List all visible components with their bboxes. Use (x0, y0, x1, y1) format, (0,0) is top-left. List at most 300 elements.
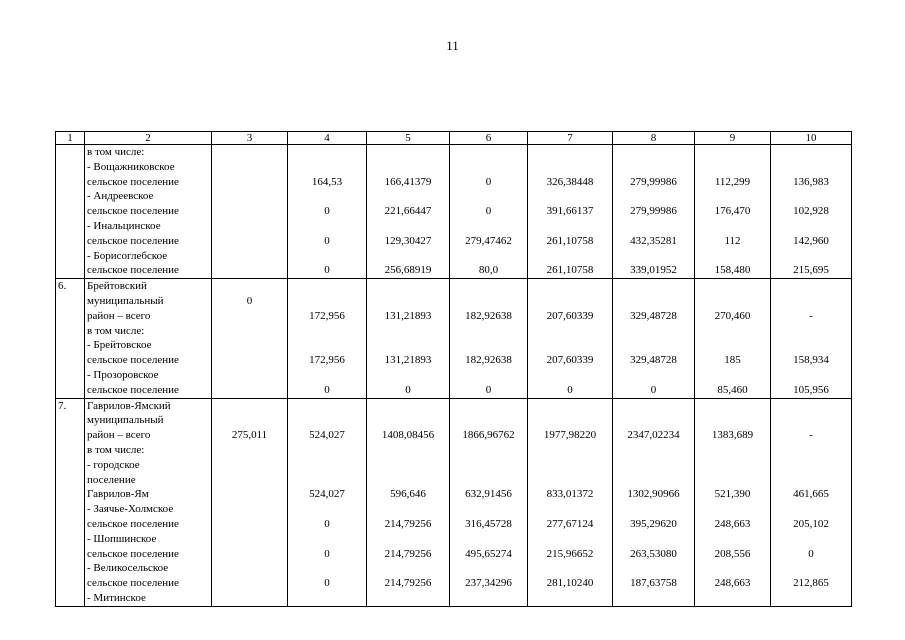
value-line (214, 204, 285, 219)
territory-name-cell (85, 398, 212, 606)
value-line: 131,21893 (384, 354, 432, 367)
value-line: 329,48728 (630, 354, 677, 367)
value-line: 395,29620 (630, 517, 677, 530)
value-line (369, 249, 447, 264)
value-line (290, 324, 364, 339)
territory-name-line: Гаврилов-Ям (87, 488, 149, 501)
value-line (452, 561, 525, 576)
value-line: 158,480 (714, 264, 751, 277)
value-line (369, 338, 447, 353)
value-cell-col-10 (771, 279, 852, 398)
value-line: 0 (324, 577, 330, 590)
value-line: 182,92638 (465, 354, 512, 367)
value-line (452, 294, 525, 309)
value-cell-col-8 (613, 279, 695, 398)
value-line (773, 458, 849, 473)
value-line: 524,027 (309, 429, 345, 442)
value-cell-col-7 (528, 279, 613, 398)
value-line (530, 249, 610, 264)
value-line: 164,53 (311, 175, 343, 188)
value-line: 316,45728 (465, 517, 512, 530)
value-line (697, 145, 768, 160)
value-line (452, 145, 525, 160)
value-line (615, 458, 692, 473)
value-line (452, 591, 525, 606)
value-line: 158,934 (793, 354, 829, 367)
value-line (369, 279, 447, 294)
territory-name-line: район – всего (87, 429, 151, 442)
value-line: 432,35281 (630, 234, 677, 247)
value-cell-col-5 (367, 398, 450, 606)
value-line (452, 160, 525, 175)
value-line (214, 413, 285, 428)
column-header-5: 5 (367, 132, 450, 145)
table-body (56, 145, 852, 607)
value-cell-col-10 (771, 145, 852, 279)
value-line (697, 502, 768, 517)
value-line (530, 189, 610, 204)
value-cell-col-5 (367, 145, 450, 279)
value-line (452, 532, 525, 547)
value-line (452, 219, 525, 234)
header-row (56, 132, 852, 145)
value-line (697, 324, 768, 339)
value-line: 248,663 (714, 517, 751, 530)
value-line: 391,66137 (546, 205, 594, 218)
value-line (290, 473, 364, 488)
value-line (369, 399, 447, 414)
value-line: 1302,90966 (627, 488, 680, 501)
value-line (530, 324, 610, 339)
value-line (452, 413, 525, 428)
value-line: 275,011 (231, 429, 268, 442)
value-line (214, 353, 285, 368)
territory-name-cell (85, 279, 212, 398)
territory-name-line: район – всего (87, 309, 151, 322)
value-line (697, 294, 768, 309)
value-cell-col-6 (450, 145, 528, 279)
value-line (773, 502, 849, 517)
value-line (530, 458, 610, 473)
value-line (290, 145, 364, 160)
value-line (369, 145, 447, 160)
value-cell-col-7 (528, 398, 613, 606)
value-line: 214,79256 (384, 517, 432, 530)
territory-name-cell (85, 145, 212, 279)
value-line (530, 279, 610, 294)
value-line (369, 443, 447, 458)
territory-name-line: - Заячье-Холмское (87, 503, 174, 516)
value-line: 176,470 (714, 205, 751, 218)
value-line: 261,10758 (546, 234, 594, 247)
value-line (290, 532, 364, 547)
value-line (214, 473, 285, 488)
column-header-8: 8 (613, 132, 695, 145)
column-header-4: 4 (288, 132, 367, 145)
page-number: 11 (446, 38, 459, 53)
value-line (697, 473, 768, 488)
value-line: 833,01372 (546, 488, 594, 501)
value-line: 329,48728 (630, 309, 677, 322)
value-line (773, 532, 849, 547)
column-header-6: 6 (450, 132, 528, 145)
value-line (214, 443, 285, 458)
territory-name-line: - городское (87, 458, 140, 471)
territory-name-line: сельское поселение (87, 517, 179, 530)
value-line (530, 219, 610, 234)
value-line (214, 576, 285, 591)
value-line: 256,68919 (384, 264, 432, 277)
territory-name-line: муниципальный (87, 294, 164, 307)
territory-name-line: сельское поселение (87, 577, 179, 590)
value-line (214, 145, 285, 160)
value-cell-col-9 (695, 279, 771, 398)
value-line: 270,460 (714, 309, 751, 322)
value-cell-col-4 (288, 279, 367, 398)
row-number (56, 145, 85, 279)
value-line (214, 561, 285, 576)
row-number: 6. (56, 279, 85, 398)
value-line: 131,21893 (384, 309, 432, 322)
value-line (214, 383, 285, 398)
value-line (530, 413, 610, 428)
value-line (452, 324, 525, 339)
territory-name-line: поселение (87, 473, 136, 486)
value-line: 279,99986 (630, 175, 677, 188)
value-line (530, 338, 610, 353)
value-line (773, 324, 849, 339)
value-line: 326,38448 (546, 175, 594, 188)
value-line: 0 (324, 234, 330, 247)
value-line (773, 279, 849, 294)
value-cell-col-9 (695, 398, 771, 606)
value-line: 0 (324, 264, 330, 277)
table-row (56, 398, 852, 606)
territory-name-line: Брейтовский (87, 280, 147, 293)
column-header-7: 7 (528, 132, 613, 145)
value-line (615, 368, 692, 383)
value-line (214, 324, 285, 339)
value-line (615, 219, 692, 234)
value-line (773, 561, 849, 576)
value-line (773, 443, 849, 458)
value-line (290, 219, 364, 234)
column-header-2: 2 (85, 132, 212, 145)
value-line: 212,865 (793, 577, 829, 590)
data-table (55, 131, 852, 607)
value-line (290, 294, 364, 309)
value-line: 112 (724, 234, 741, 247)
value-line (615, 324, 692, 339)
value-line (773, 219, 849, 234)
territory-name-line: в том числе: (87, 443, 145, 456)
territory-name-line: муниципальный (87, 414, 164, 427)
value-line: 281,10240 (546, 577, 594, 590)
territory-name-line: сельское поселение (87, 547, 179, 560)
value-line: 0 (324, 547, 330, 560)
value-line (697, 532, 768, 547)
value-line (214, 591, 285, 606)
territory-name-line: - Шопшинское (87, 532, 157, 545)
value-line (697, 368, 768, 383)
value-line (530, 294, 610, 309)
value-line: 185 (724, 354, 741, 367)
value-line: 521,390 (714, 488, 751, 501)
value-line (697, 591, 768, 606)
territory-name-line: Гаврилов-Ямский (87, 399, 171, 412)
value-line (697, 413, 768, 428)
value-line (773, 399, 849, 414)
value-line (615, 160, 692, 175)
value-line (530, 145, 610, 160)
value-line (290, 249, 364, 264)
table-row (56, 145, 852, 279)
value-line (290, 591, 364, 606)
value-line: 1383,689 (711, 429, 754, 442)
value-line (369, 473, 447, 488)
value-line (214, 487, 285, 502)
value-line (773, 338, 849, 353)
value-line (452, 338, 525, 353)
value-line (773, 413, 849, 428)
value-line (697, 399, 768, 414)
territory-name-line: - Андреевское (87, 190, 154, 203)
territory-name-line: сельское поселение (87, 234, 179, 247)
value-line (214, 368, 285, 383)
value-cell-col-3 (212, 398, 288, 606)
value-line (214, 399, 285, 414)
value-line (290, 443, 364, 458)
value-line (369, 160, 447, 175)
value-line: 0 (485, 175, 492, 188)
value-line (697, 443, 768, 458)
value-line (773, 294, 849, 309)
value-line (773, 249, 849, 264)
value-cell-col-4 (288, 145, 367, 279)
value-line (214, 547, 285, 562)
value-cell-col-7 (528, 145, 613, 279)
value-line: 0 (485, 383, 492, 396)
territory-name-line: сельское поселение (87, 264, 179, 277)
value-line: 207,60339 (546, 309, 594, 322)
value-line: - (809, 429, 813, 442)
value-line: 207,60339 (546, 354, 594, 367)
row-number: 7. (56, 398, 85, 606)
territory-name-line: сельское поселение (87, 383, 179, 396)
territory-name-line: - Борисоглебское (87, 249, 168, 262)
value-line (369, 561, 447, 576)
value-line (773, 473, 849, 488)
value-line (615, 591, 692, 606)
value-line: 221,66447 (384, 205, 432, 218)
column-header-9: 9 (695, 132, 771, 145)
value-line (697, 160, 768, 175)
value-cell-col-3 (212, 279, 288, 398)
value-cell-col-8 (613, 145, 695, 279)
value-line (290, 368, 364, 383)
value-line: 495,65274 (465, 547, 512, 560)
territory-name-line: - Великосельское (87, 562, 169, 575)
territory-name-line: - Вощажниковское (87, 160, 175, 173)
value-line (697, 338, 768, 353)
value-line (452, 249, 525, 264)
value-line (290, 502, 364, 517)
value-line (773, 591, 849, 606)
territory-name-line: - Прозоровское (87, 368, 159, 381)
value-line (214, 517, 285, 532)
value-cell-col-10 (771, 398, 852, 606)
value-line (615, 338, 692, 353)
value-line (697, 189, 768, 204)
value-line (615, 561, 692, 576)
value-line (530, 502, 610, 517)
value-line: 279,47462 (465, 234, 512, 247)
value-line: 166,41379 (384, 175, 432, 188)
value-line (615, 532, 692, 547)
territory-name-line: - Инальцинское (87, 219, 161, 232)
value-cell-col-9 (695, 145, 771, 279)
value-line: 1866,96762 (462, 429, 515, 442)
value-line (697, 219, 768, 234)
value-line (773, 160, 849, 175)
value-line (214, 234, 285, 249)
value-line (214, 338, 285, 353)
value-line: 215,96652 (546, 547, 594, 560)
value-line (214, 309, 285, 324)
value-line: 596,646 (390, 488, 426, 501)
value-line (214, 263, 285, 278)
value-line (615, 502, 692, 517)
value-line (697, 458, 768, 473)
value-line (530, 473, 610, 488)
value-line (773, 189, 849, 204)
value-line (615, 189, 692, 204)
value-line (290, 189, 364, 204)
value-cell-col-6 (450, 279, 528, 398)
territory-name-line: в том числе: (87, 324, 145, 337)
value-line: 85,460 (717, 383, 748, 396)
value-line: 0 (808, 547, 814, 560)
column-header-10: 10 (771, 132, 852, 145)
value-line: 102,928 (793, 205, 829, 218)
value-line: 172,956 (309, 309, 345, 322)
value-line: 105,956 (793, 383, 829, 396)
value-line: - (809, 309, 813, 322)
value-line (530, 443, 610, 458)
territory-name-line: - Митинское (87, 591, 146, 604)
value-line: 263,53080 (630, 547, 677, 560)
value-line (615, 145, 692, 160)
territory-name-line: сельское поселение (87, 205, 179, 218)
value-line (530, 160, 610, 175)
value-line: 0 (567, 383, 573, 396)
value-line (290, 413, 364, 428)
value-line (530, 532, 610, 547)
value-line (452, 458, 525, 473)
value-line (214, 532, 285, 547)
value-line (369, 294, 447, 309)
value-line (214, 219, 285, 234)
value-line (214, 189, 285, 204)
value-cell-col-5 (367, 279, 450, 398)
territory-name-line: - Брейтовское (87, 339, 152, 352)
value-line: 277,67124 (546, 517, 594, 530)
value-line: 0 (246, 294, 253, 307)
value-line (615, 279, 692, 294)
value-line (530, 368, 610, 383)
value-line (452, 189, 525, 204)
value-line (530, 561, 610, 576)
value-line (530, 399, 610, 414)
value-line: 339,01952 (630, 264, 677, 277)
value-line: 0 (405, 383, 411, 396)
value-line (290, 399, 364, 414)
value-line (214, 279, 285, 294)
value-line: 136,983 (793, 175, 829, 188)
value-line (615, 249, 692, 264)
value-line: 0 (324, 383, 330, 396)
value-line (773, 145, 849, 160)
value-line: 0 (324, 205, 330, 218)
value-line: 279,99986 (630, 205, 677, 218)
value-line: 0 (324, 517, 330, 530)
value-line (369, 413, 447, 428)
value-line (697, 279, 768, 294)
value-line (214, 458, 285, 473)
value-line: 0 (485, 205, 492, 218)
value-line: 172,956 (309, 354, 345, 367)
value-line (452, 399, 525, 414)
table-row (56, 279, 852, 398)
value-line: 182,92638 (465, 309, 512, 322)
value-line (452, 279, 525, 294)
territory-name-line: сельское поселение (87, 354, 179, 367)
value-line (369, 368, 447, 383)
value-line (697, 249, 768, 264)
value-line: 524,027 (309, 488, 345, 501)
value-line (214, 175, 285, 190)
value-line: 237,34296 (465, 577, 512, 590)
value-line (214, 160, 285, 175)
value-line (290, 279, 364, 294)
value-line: 205,102 (793, 517, 829, 530)
value-line (452, 443, 525, 458)
value-line (290, 458, 364, 473)
value-line: 261,10758 (546, 264, 594, 277)
value-line: 1408,08456 (381, 429, 435, 442)
value-line (214, 502, 285, 517)
value-cell-col-8 (613, 398, 695, 606)
value-cell-col-4 (288, 398, 367, 606)
territory-name-line: сельское поселение (87, 175, 179, 188)
value-line (615, 413, 692, 428)
value-line: 80,0 (478, 264, 499, 277)
value-line (615, 399, 692, 414)
value-line (615, 294, 692, 309)
value-line (697, 561, 768, 576)
value-line (214, 249, 285, 264)
value-cell-col-3 (212, 145, 288, 279)
value-line (615, 443, 692, 458)
value-line (369, 502, 447, 517)
column-header-3: 3 (212, 132, 288, 145)
value-line (773, 368, 849, 383)
territory-name-line: в том числе: (87, 146, 145, 158)
value-line: 208,556 (714, 547, 751, 560)
value-line: 632,91456 (465, 488, 512, 501)
value-line (530, 591, 610, 606)
value-line (452, 502, 525, 517)
